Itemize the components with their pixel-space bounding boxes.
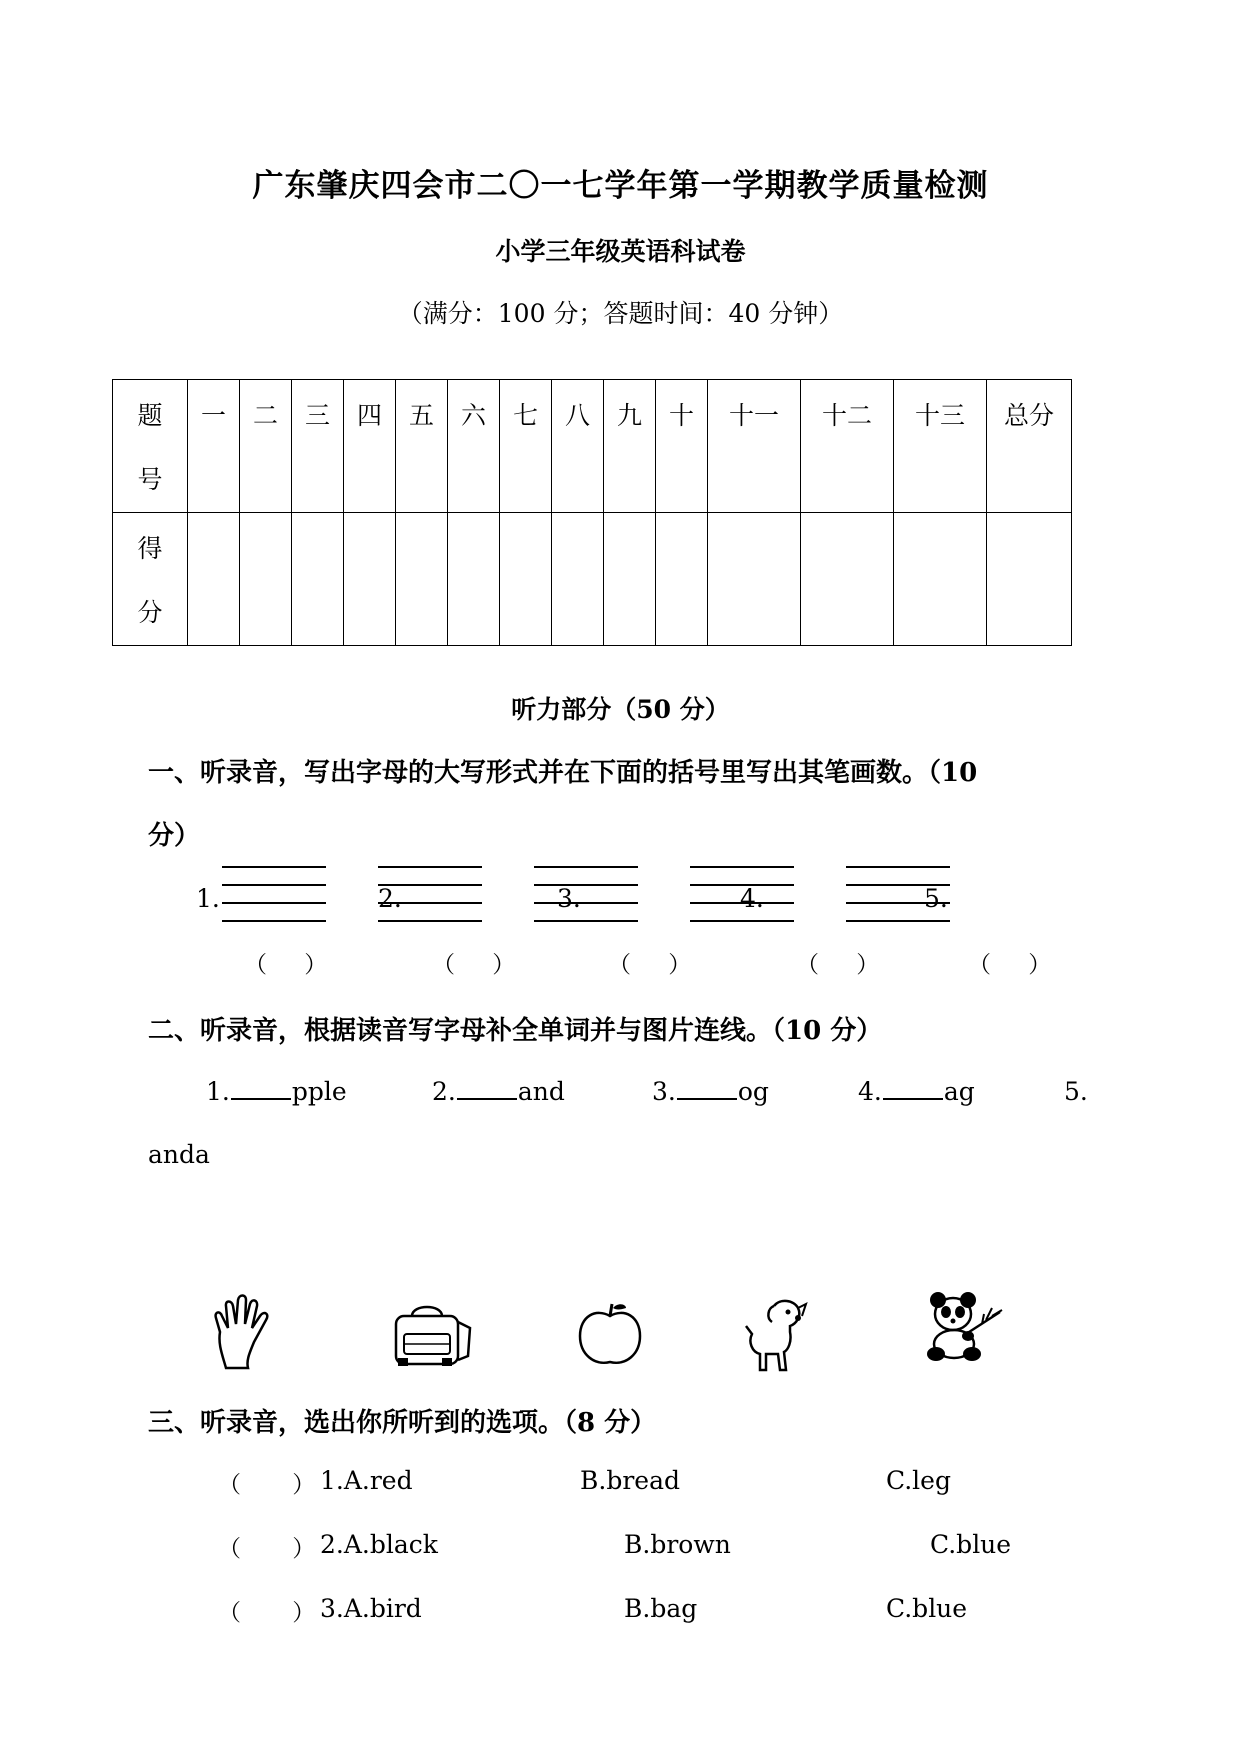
column-header: 二 — [240, 380, 292, 513]
column-header: 三 — [292, 380, 344, 513]
exam-title: 广东肇庆四会市二〇一七学年第一学期教学质量检测 — [252, 168, 989, 204]
score-cell-total[interactable] — [987, 513, 1072, 646]
q3-answer-paren-2[interactable]: （ ） — [218, 1536, 316, 1562]
q3-row-2-option-a[interactable]: 2.A.black — [320, 1530, 438, 1559]
column-header: 八 — [552, 380, 604, 513]
score-cell[interactable] — [708, 513, 801, 646]
q2-item-2[interactable]: 2. and — [432, 1077, 565, 1106]
q1-item-number: 4. — [740, 884, 764, 913]
q1-item-number: 1. — [196, 884, 220, 913]
q3-answer-paren-1[interactable]: （ ） — [218, 1472, 316, 1498]
apple-icon[interactable] — [576, 1300, 644, 1368]
score-cell[interactable] — [801, 513, 894, 646]
q3-row-1-option-c[interactable]: C.leg — [886, 1466, 951, 1495]
q2-item-5[interactable]: 5. — [1064, 1077, 1088, 1106]
column-header: 七 — [500, 380, 552, 513]
score-cell[interactable] — [396, 513, 448, 646]
row-label-question-number: 题 号 — [113, 380, 188, 513]
score-table — [112, 379, 1072, 646]
q3-row-2-option-b[interactable]: B.brown — [624, 1530, 731, 1559]
q3-row-3-option-c[interactable]: C.blue — [886, 1594, 968, 1623]
q3-row-2-option-c[interactable]: C.blue — [930, 1530, 1012, 1559]
q2-title: 二、听录音，根据读音写字母补全单词并与图片连线。（10 分） — [148, 1016, 883, 1046]
row-label-score: 得 分 — [113, 513, 188, 646]
q2-blank[interactable] — [457, 1097, 517, 1100]
dog-icon[interactable] — [744, 1296, 808, 1374]
score-cell[interactable] — [344, 513, 396, 646]
q2-blank[interactable] — [677, 1097, 737, 1100]
q1-item-number: 2. — [378, 884, 402, 913]
q2-blank[interactable] — [883, 1097, 943, 1100]
column-header: 十三 — [894, 380, 987, 513]
panda-icon[interactable] — [926, 1290, 1008, 1364]
score-cell[interactable] — [240, 513, 292, 646]
q2-item-1[interactable]: 1. pple — [206, 1077, 347, 1106]
hand-icon[interactable] — [212, 1292, 274, 1370]
score-table-score-row — [113, 513, 1072, 646]
q3-row-3-option-b[interactable]: B.bag — [624, 1594, 698, 1623]
q3-row-1-option-b[interactable]: B.bread — [580, 1466, 680, 1495]
q3-title: 三、听录音，选出你所听到的选项。（8 分） — [148, 1408, 657, 1438]
score-cell[interactable] — [292, 513, 344, 646]
score-cell[interactable] — [448, 513, 500, 646]
column-header: 一 — [188, 380, 240, 513]
column-header: 四 — [344, 380, 396, 513]
column-header: 十二 — [801, 380, 894, 513]
column-header: 六 — [448, 380, 500, 513]
q2-item-5-wrap: anda — [148, 1140, 210, 1169]
bag-icon[interactable] — [390, 1298, 474, 1370]
listening-heading: 听力部分（50 分） — [511, 695, 730, 724]
q1-item-number: 5. — [924, 884, 948, 913]
q1-paren-4[interactable]: （ ） — [796, 952, 880, 978]
score-table-header-row — [113, 380, 1072, 513]
q3-row-1-option-a[interactable]: 1.A.red — [320, 1466, 413, 1495]
q1-title-line2: 分） — [148, 821, 201, 851]
exam-note: （满分：100 分；答题时间：40 分钟） — [397, 299, 844, 328]
column-header: 十 — [656, 380, 708, 513]
q1-item-number: 3. — [557, 884, 581, 913]
q2-item-3[interactable]: 3. og — [652, 1077, 769, 1106]
score-cell[interactable] — [188, 513, 240, 646]
q1-paren-2[interactable]: （ ） — [432, 952, 516, 978]
score-cell[interactable] — [894, 513, 987, 646]
q1-paren-3[interactable]: （ ） — [608, 952, 692, 978]
column-header-total: 总分 — [987, 380, 1072, 513]
q1-paren-1[interactable]: （ ） — [244, 952, 328, 978]
score-cell[interactable] — [604, 513, 656, 646]
q1-paren-5[interactable]: （ ） — [968, 952, 1052, 978]
column-header: 五 — [396, 380, 448, 513]
q1-title-line1: 一、听录音，写出字母的大写形式并在下面的括号里写出其笔画数。（10 — [148, 758, 978, 788]
score-cell[interactable] — [552, 513, 604, 646]
column-header: 十一 — [708, 380, 801, 513]
q2-item-4[interactable]: 4. ag — [858, 1077, 975, 1106]
q3-row-3-option-a[interactable]: 3.A.bird — [320, 1594, 422, 1623]
column-header: 九 — [604, 380, 656, 513]
q2-blank[interactable] — [231, 1097, 291, 1100]
q3-answer-paren-3[interactable]: （ ） — [218, 1600, 316, 1626]
score-cell[interactable] — [656, 513, 708, 646]
exam-subtitle: 小学三年级英语科试卷 — [495, 237, 746, 266]
score-cell[interactable] — [500, 513, 552, 646]
